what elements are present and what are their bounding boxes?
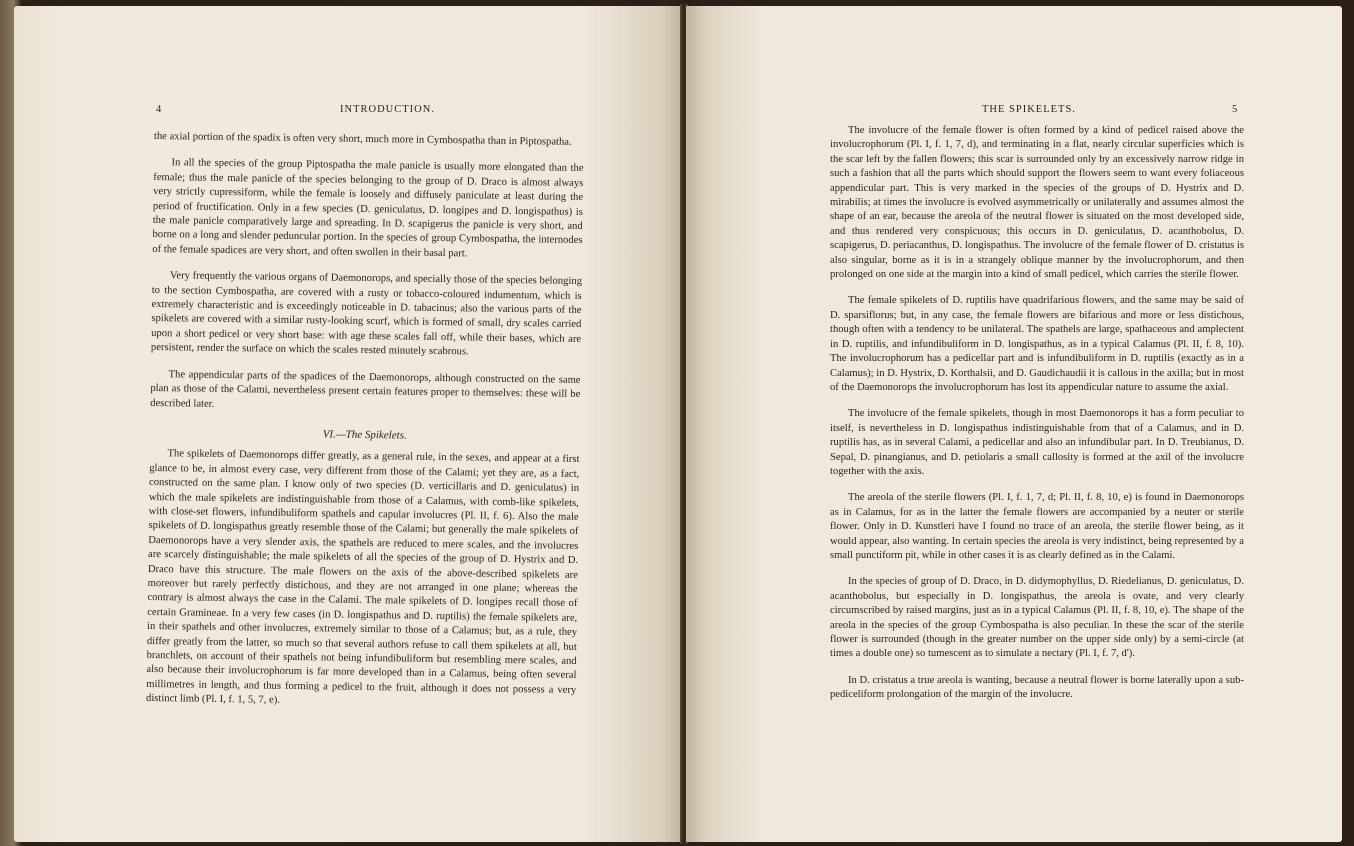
left-page xyxy=(14,6,682,842)
page-body xyxy=(146,130,584,713)
paragraph: Very frequently the various organs of Daemonorops, and specially those of the species belonging to the section Cymbospatha, are covered with a rusty or tobacco-coloured indumentum, which is extremely characteristic and is exceedingly noticeable in D. tabacinus; also the various parts of the spikelets are covered with a similar rusty-looking scurf, which is formed of small, dry scales carried upon a short pedicel or very short base: with age these scales fall off, while their bases, which are persistent, render the surface on which the scales rested minutely scabrous. xyxy=(150,270,582,358)
page-number: 5 xyxy=(1232,104,1239,115)
paragraph: The spikelets of Daemonorops differ greatly, as a general rule, in the sexes, and appear at a first glance to be, in almost every case, very different from those of the Calami; yet they are, as a fact, constructed on the same plan. I know only of two species (D. verticillaris and D. geniculatus) in which the male spikelets are indistinguishable from those of a Calamus, with comb-like spikelets, with close-set flowers, infundibuliform spathels and capular involucres (Pl. II, f. 6). Also the male spikelets of D. longispathus greatly resemble those of the Calami; but generally the male spikelets of Daemonorops have a very slender axis, the spathels are reduced to mere scales, and the involucres are scarcely distinguishable; the male spikelets of all the species of the group of D. Hystrix and D. Draco have this structure. The male flowers on the axis of the above-described spikelets are moreover but rarely perfectly distichous, and they are not arranged in one plane; whereas the contrary is almost always the case in the Calami. The male spikelets of D. longipes recall those of certain Gramineae. In a very few cases (in D. longispathus and D. ruptilis) the female spikelets are, in their spathels and other involucres, extremely similar to those of a Calamus; but, as a rule, they differ greatly from the latter, so much so that several authors refuse to call them spikelets at all, but branchlets, on account of their spathels not being infundibuliform but resembling mere scales, and also because their involucrophorum is far more developed than in a Calamus, being often several millimetres in length, and thus forming a pedicel to the fruit, although it does not possess a very distinct limb (Pl. I, f. 1, 5, 7, e). xyxy=(145,448,580,707)
paragraph: The areola of the sterile flowers (Pl. I, f. 1, 7, d; Pl. II, f. 8, 10, e) is found in Daemonorops as in Calamus, for as in the latter the female flowers are accompanied by a neuter or sterile flower. Only in D. Kunstleri have I found no trace of an areola, the sterile flower being, as it would appear, also wanting. In certain species the areola is very indistinct, being represented by a small punctiform pit, while in other cases it is as clearly defined as in the Calami. xyxy=(830,492,1244,561)
paragraph: In the species of group of D. Draco, in D. didymophyllus, D. Riedelianus, D. geniculatus, D. acanthobolus, but especially in D. longispathus, the areola is ovate, and very clearly circumscribed by raised margins, just as in a typical Calamus (Pl. II, f. 8, 10, e). The shape of the areola in the species of the group Cymbospatha is also peculiar. In these the scar of the sterile flower is surrounded (though in the greater number on the upper side only) by a semi-circle (at times a double one) so tumescent as to simulate a nectary (Pl. I, f. 7, d'). xyxy=(830,576,1244,660)
page-body xyxy=(830,124,1244,703)
running-head: INTRODUCTION. xyxy=(340,104,435,115)
page-number: 4 xyxy=(156,104,163,115)
paragraph: the axial portion of the spadix is often very short, much more in Cymbospatha than in Piptospatha. xyxy=(153,130,572,148)
paragraph: In D. cristatus a true areola is wanting, because a neutral flower is borne laterally upon a sub-pediceliform prolongation of the margin of the involucre. xyxy=(830,674,1244,701)
right-page xyxy=(686,6,1342,842)
section-title: VI.—The Spikelets. xyxy=(322,428,407,442)
paragraph: The appendicular parts of the spadices of the Daemonorops, although constructed on the same plan as those of the Calami, nevertheless present certain features proper to themselves: these will be described later. xyxy=(150,368,581,410)
paragraph: In all the species of the group Piptospatha the male panicle is usually more elongated than the female; thus the male panicle of the species belonging to the group of D. Draco is almost always very strictly cupressiform, while the female is loosely and diffusely paniculate at least during the period of fructification. Only in a few species (D. geniculatus, D. longipes and D. longispathus) is the male panicle comparatively large and spreading. In D. scapigerus the panicle is very short, and borne on a long and slender peduncular portion. In the species of group Cymbospatha, the internodes of the female spadices are very short, and often swollen in their basal part. xyxy=(152,157,584,260)
running-head: THE SPIKELETS. xyxy=(982,104,1076,115)
paragraph: The involucre of the female spikelets, though in most Daemonorops it has a form peculiar to itself, is nevertheless in D. longispathus indistinguishable from that of a Calamus, and in D. ruptilis has, as in several Calami, a pedicellar and also an infundibular part. In D. Treubianus, D. Sepal, D. pinangianus, and D. petiolaris a small callosity is formed at the axil of the involucre together with the axis. xyxy=(830,408,1244,477)
paragraph: The involucre of the female flower is often formed by a kind of pedicel raised above the involucrophorum (Pl. I, f. 1, 7, d), and terminating in a flat, nearly circular superficies which is the scar left by the fallen flowers; this scar is surrounded only by an excessively narrow ridge in such a fashion that all the parts which should support the flowers seem to want every foliaceous appendicular part. This is very marked in the species of the groups of D. Hystrix and D. mirabilis; at times the involucre is evolved asymmetrically or unilaterally and assumes almost the shape of an ear, because the areola of the neutral flower is situated on the most developed side, and thus rendered very conspicuous; this occurs in D. geniculatus, D. acanthobolus, D. scapigerus, D. periacanthus, D. longispathus. The involucre of the female flower of D. cristatus is also singular, borne as it is in a strangely oblique manner by the involucrophorum, and then prolonged on one side at the margin into a kind of small pedicel, which carries the sterile flower. xyxy=(830,125,1244,281)
paragraph: The female spikelets of D. ruptilis have quadrifarious flowers, and the same may be said of D. sparsiflorus; but, in any case, the female flowers are bifarious and more or less distichous, though often with a tendency to be unilateral. The spathels are large, spathaceous and amplectent in D. ruptilis, and infundibuliform in D. longispathus, as in a typical Calamus (Pl. II, f. 8, 10). The involucrophorum has a pedicellar part and is infundibuliform in D. ruptilis (exactly as in a Calamus); in D. Hystrix, D. Korthalsii, and D. Gaudichaudii it is callous in the axilla; but in most of the Daemonorops the involucrophorum has lost its appendicular nature to assume the axial. xyxy=(830,295,1244,393)
